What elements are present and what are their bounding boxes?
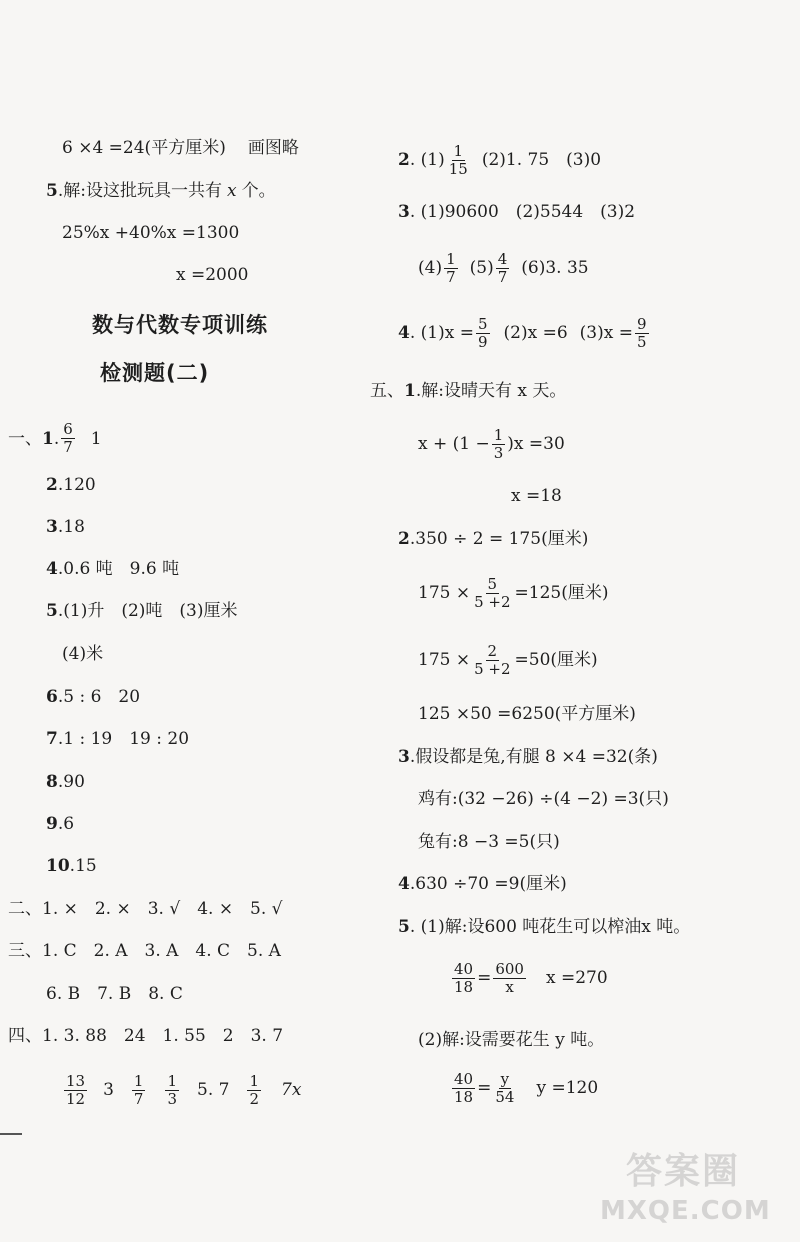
fraction: $\frac{1}{2}$ xyxy=(249,1071,260,1108)
list-item: 9 .6 xyxy=(46,814,75,834)
question-5-solution: x =2000 xyxy=(176,265,249,285)
list-item: 7 .1 : 19 19 : 20 xyxy=(46,729,190,749)
fraction: $\frac{5}{9}$ xyxy=(477,314,488,351)
part-5-question-2-step-2: 175 × $\frac{5}{5 +2}$ =125(厘米) xyxy=(418,574,609,611)
fraction: $\frac{2}{5 +2}$ xyxy=(474,641,511,678)
question-3: 3 . (1)90600 (2)5544 (3)2 xyxy=(398,202,636,222)
part-3-answers: 三、1. C 2. A 3. A 4. C 5. A xyxy=(8,941,281,961)
section-title: 数与代数专项训练 xyxy=(92,313,268,337)
part-5-question-4: 4 .630 ÷70 =9(厘米) xyxy=(398,874,567,894)
part-1-question-1: 一、 1 . $\frac{6}{7}$ 1 xyxy=(8,420,102,456)
list-item: 6 .5 : 6 20 xyxy=(46,687,141,707)
list-item: 2 .120 xyxy=(46,475,96,495)
list-item: 3 .18 xyxy=(46,517,85,537)
fraction: $\frac{600}{x}$ xyxy=(495,959,524,996)
fraction: $\frac{5}{5 +2}$ xyxy=(474,574,511,611)
list-item: 5 .(1)升 (2)吨 (3)厘米 xyxy=(46,601,238,621)
part-5-question-3-step-3: 兔有:8 −3 =5(只) xyxy=(418,832,560,852)
page-edge-mark xyxy=(0,1133,22,1135)
fraction: $\frac{1}{7}$ xyxy=(446,249,456,286)
fraction: $\frac{4}{7}$ xyxy=(497,249,508,286)
list-item: (4)米 xyxy=(62,644,104,664)
question-5-equation: 25%x +40%x =1300 xyxy=(62,223,240,243)
area-calc-line: 6 ×4 =24(平方厘米) 画图略 xyxy=(62,138,299,158)
watermark-url: MXQE.COM xyxy=(600,1196,771,1226)
part-5-question-5-equation-2: $\frac{40}{18}$ = $\frac{y}{54}$ y =120 xyxy=(454,1069,599,1106)
part-2-answers: 二、1. × 2. × 3. √ 4. × 5. √ xyxy=(8,899,283,919)
part-5-question-3: 3 .假设都是兔,有腿 8 ×4 =32(条) xyxy=(398,747,658,767)
part-3-answers-continued: 6. B 7. B 8. C xyxy=(46,984,183,1004)
watermark-logo: 答案圈 xyxy=(626,1151,741,1192)
part-5-question-5-part-2: (2)解:设需要花生 y 吨。 xyxy=(418,1030,605,1050)
fraction: $\frac{1}{3}$ xyxy=(493,425,504,462)
part-5-question-1-equation: x + (1 − $\frac{1}{3}$ )x =30 xyxy=(418,425,565,462)
fraction: $\frac{9}{5}$ xyxy=(636,314,647,351)
part-5-question-1: 五、 1 .解:设晴天有 x 天。 xyxy=(370,381,567,401)
question-2: 2 . (1) $\frac{1}{15}$ (2)1. 75 (3)0 xyxy=(398,141,602,178)
part-5-question-3-step-2: 鸡有:(32 −26) ÷(4 −2) =3(只) xyxy=(418,789,669,809)
part-5-question-2-step-4: 125 ×50 =6250(平方厘米) xyxy=(418,704,636,724)
section-subtitle: 检测题(二) xyxy=(100,361,210,385)
part-5-question-5-equation-1: $\frac{40}{18}$ = $\frac{600}{x}$ x =270 xyxy=(454,959,608,996)
part-4-answers-continued: $\frac{13}{12}$ 3 $\frac{1}{7}$ $\frac{1}{3}$ 5. 7 $\frac{1}{2}$ 7x xyxy=(66,1071,302,1108)
fraction: $\frac{6}{7}$ xyxy=(63,420,73,456)
list-item: 10 .15 xyxy=(46,856,97,876)
list-item: 4 .0.6 吨 9.6 吨 xyxy=(46,559,180,579)
fraction: $\frac{1}{3}$ xyxy=(167,1071,178,1108)
question-3-continued: (4) $\frac{1}{7}$ (5) $\frac{4}{7}$ (6)3. 35 xyxy=(418,249,589,286)
fraction: $\frac{1}{15}$ xyxy=(448,141,468,178)
question-4: 4 . (1)x = $\frac{5}{9}$ (2)x =6 (3)x = $\frac{9}{5}$ xyxy=(398,314,647,351)
question-5-heading: 5 .解:设这批玩具一共有 x 个。 xyxy=(46,181,276,201)
fraction: $\frac{y}{54}$ xyxy=(495,1069,515,1106)
fraction: $\frac{40}{18}$ xyxy=(454,1069,474,1106)
fraction: $\frac{40}{18}$ xyxy=(454,959,474,996)
part-4-answers: 四、1. 3. 88 24 1. 55 2 3. 7 xyxy=(8,1026,284,1046)
fraction: $\frac{13}{12}$ xyxy=(66,1071,86,1108)
list-item: 8 .90 xyxy=(46,772,85,792)
part-5-question-1-solution: x =18 xyxy=(511,486,562,506)
part-5-question-5: 5 . (1)解:设600 吨花生可以榨油x 吨。 xyxy=(398,917,691,937)
fraction: $\frac{1}{7}$ xyxy=(133,1071,144,1108)
part-5-question-2-step-3: 175 × $\frac{2}{5 +2}$ =50(厘米) xyxy=(418,641,598,678)
part-5-question-2: 2 .350 ÷ 2 = 175(厘米) xyxy=(398,529,589,549)
